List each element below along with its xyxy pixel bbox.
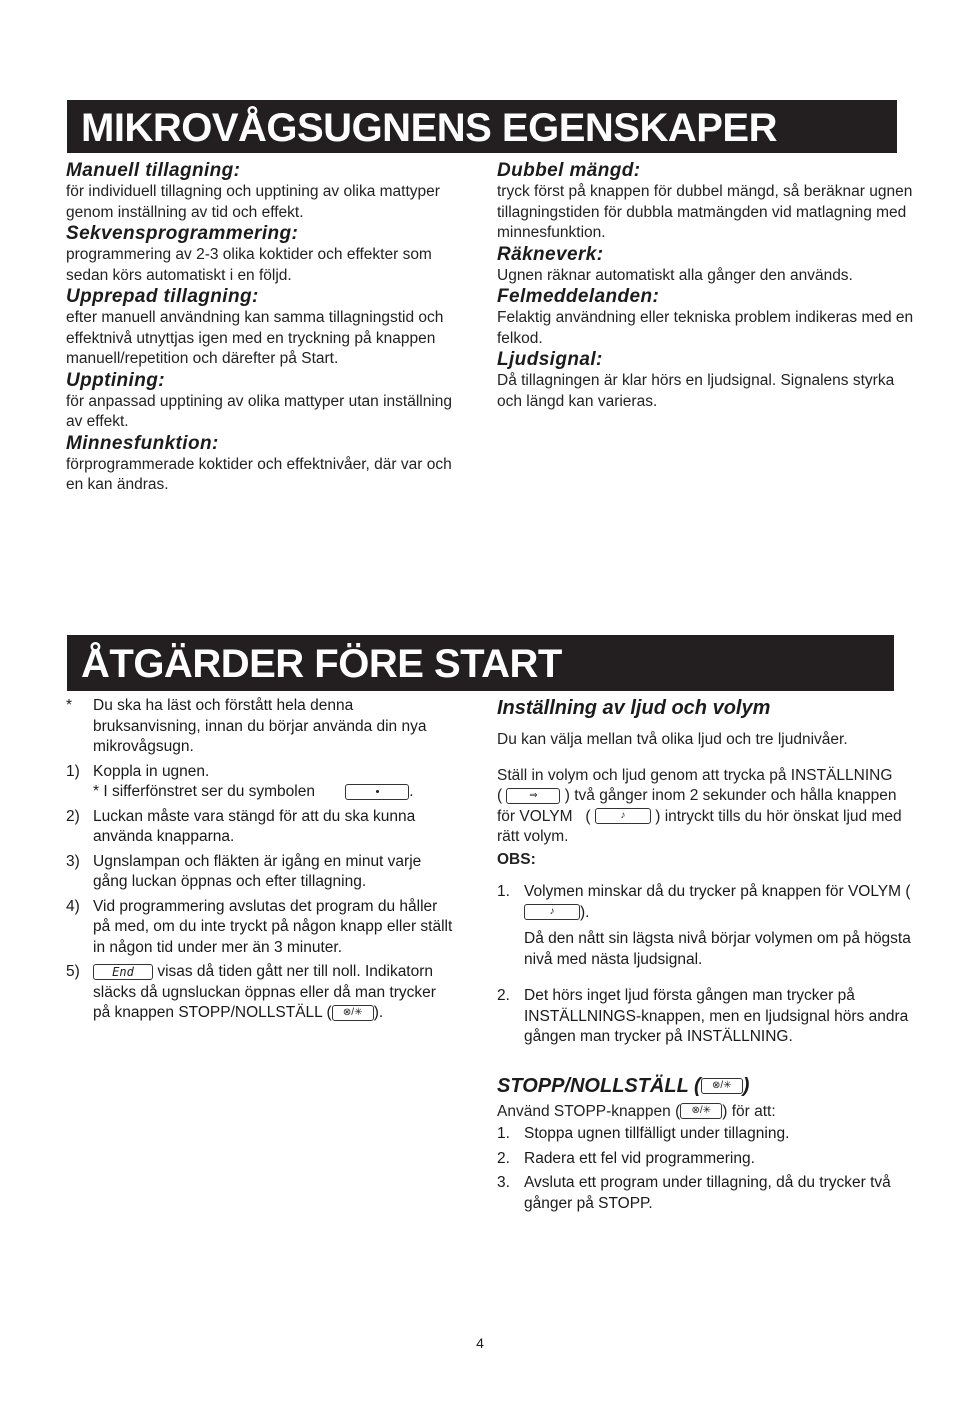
feature-text: för individuell tillagning och upptining av olika mattyper genom inställning av tid och effekt. xyxy=(66,183,440,221)
section-title-features: MIKROVÅGSUGNENS EGENSKAPER xyxy=(67,100,897,153)
sound-instruction-text: två gånger inom 2 sekunder och hålla knappen xyxy=(574,787,897,804)
feature-text: Felaktig användning eller tekniska problem indikeras med en felkod. xyxy=(497,309,914,347)
list-number: 2) xyxy=(66,807,80,825)
feature-text: förprogrammerade koktider och effektnivåer, där var och en kan ändras. xyxy=(66,455,452,493)
feature-heading: Räkneverk: xyxy=(497,243,604,265)
list-number: 3) xyxy=(66,852,80,870)
stop-line xyxy=(497,1102,927,1123)
list-item xyxy=(66,807,456,848)
list-item xyxy=(66,852,456,893)
stop-reset-heading xyxy=(497,1074,927,1098)
before-start-left-column xyxy=(66,696,456,1028)
feature-text: för anpassad upptining av olika mattyper utan inställning av effekt. xyxy=(66,392,453,430)
list-number: 1. xyxy=(497,883,510,900)
features-left-column xyxy=(66,160,466,496)
list-text: Koppla in ugnen. xyxy=(93,762,210,780)
list-item xyxy=(66,696,456,758)
sound-instructions: Ställ in volym och ljud genom att trycka på INSTÄLLNING ( ⇒ ) två gånger inom 2 sekunder och hålla knappen för VOLYM ( ♪ ) intryckt tills du hör önskat ljud med rätt volym. xyxy=(497,766,902,845)
features-right-column xyxy=(497,160,917,412)
list-number: 2. xyxy=(497,987,510,1004)
list-text: Avsluta ett program under tillagning, då du trycker två gånger på STOPP. xyxy=(524,1174,891,1212)
list-item xyxy=(497,1173,927,1214)
feature-heading: Manuell tillagning: xyxy=(66,160,241,181)
paren-close: ). xyxy=(373,1004,384,1021)
list-text: Ugnslampan och fläkten är igång en minut varje gång luckan öppnas och efter tillagning. xyxy=(93,852,422,890)
list-text: visas då tiden gått ner till noll. Indikatorn släcks då ugnsluckan öppnas eller då man trycker på knappen STOPP/NOLLSTÄLL xyxy=(93,963,436,1021)
list-subtext-end: . xyxy=(409,783,414,800)
sound-instruction-text: för VOLYM xyxy=(497,807,573,825)
feature-heading: Upptining: xyxy=(66,369,165,391)
sound-volume-heading: Inställning av ljud och volym xyxy=(497,697,771,719)
list-number: 3. xyxy=(497,1174,510,1191)
setting-key-icon: ⇒ xyxy=(506,788,560,804)
feature-heading: Felmeddelanden: xyxy=(497,286,660,307)
list-number: 5) xyxy=(66,963,80,980)
list-item xyxy=(497,1149,927,1170)
paren-close: ). xyxy=(580,903,590,921)
list-subtext: * I sifferfönstret ser du symbolen xyxy=(93,783,315,800)
feature-heading: Ljudsignal: xyxy=(497,349,603,370)
section-title-before-start: ÅTGÄRDER FÖRE START xyxy=(67,635,894,691)
list-number: 1. xyxy=(497,1125,510,1142)
list-text: Du ska ha läst och förstått hela denna bruksanvisning, innan du börjar använda din nya mikrovågsugn. xyxy=(93,697,427,755)
display-end-icon: End xyxy=(93,964,153,980)
list-marker: * xyxy=(66,697,73,714)
feature-heading: Dubbel mängd: xyxy=(497,160,641,181)
sound-instruction-text: intryckt tills du hör önskat ljud med rätt volym. xyxy=(497,807,902,845)
stop-key-icon: ⊗/✳ xyxy=(332,1005,374,1021)
feature-text: programmering av 2-3 olika koktider och effekter som sedan körs automatiskt i en följd. xyxy=(66,246,432,284)
volume-key-icon: ♪ xyxy=(524,904,580,920)
feature-text: Då tillagningen är klar hörs en ljudsignal. Signalens styrka och längd kan varieras. xyxy=(497,372,895,410)
stop-key-icon: ⊗/✳ xyxy=(701,1078,743,1094)
stop-key-icon: ⊗/✳ xyxy=(680,1103,722,1119)
list-text: Vid programmering avslutas det program du håller på med, om du inte tryckt på någon knapp eller ställt in någon tid under mer än 3 minuter. xyxy=(93,897,453,956)
list-text: Stoppa ugnen tillfälligt under tillagning. xyxy=(524,1125,790,1142)
list-item xyxy=(66,897,456,959)
feature-heading: Minnesfunktion: xyxy=(66,432,219,454)
stop-line-text: ) för att: xyxy=(722,1102,776,1120)
list-text: Luckan måste vara stängd för att du ska kunna använda knapparna. xyxy=(93,807,416,845)
stop-heading-text: STOPP/NOLLSTÄLL ( xyxy=(497,1074,701,1097)
list-item xyxy=(497,986,927,1048)
feature-text: tryck först på knappen för dubbel mängd, så beräknar ugnen tillagningstiden för dubbla matmängden vid matlagning med minnesfunktion. xyxy=(497,183,913,241)
list-text: Det hörs inget ljud första gången man trycker på INSTÄLLNINGS-knappen, men en ljudsignal hörs andra gången man trycker på INSTÄLLNING. xyxy=(524,987,909,1045)
sound-intro: Du kan välja mellan två olika ljud och tre ljudnivåer. xyxy=(497,731,848,748)
list-item xyxy=(66,962,456,1024)
before-start-right-column xyxy=(497,696,927,1218)
feature-heading: Sekvensprogrammering: xyxy=(66,223,299,244)
list-item xyxy=(497,1124,927,1145)
feature-text: Ugnen räknar automatiskt alla gånger den används. xyxy=(497,266,853,284)
stop-line-text: Använd STOPP-knappen ( xyxy=(497,1102,681,1120)
volume-key-icon: ♪ xyxy=(595,808,651,824)
display-dot-icon xyxy=(345,784,409,800)
list-number: 4) xyxy=(66,897,80,915)
stop-heading-close: ) xyxy=(742,1074,750,1097)
list-text: Volymen minskar då du trycker på knappen för VOLYM xyxy=(524,883,902,900)
obs-label: OBS: xyxy=(497,850,536,868)
list-number: 2. xyxy=(497,1149,510,1167)
page-number: 4 xyxy=(476,1335,484,1351)
feature-heading: Upprepad tillagning: xyxy=(66,286,259,307)
feature-text: efter manuell användning kan samma tillagningstid och effektnivå utnyttjas igen med en tryckning på knappen manuell/repetition och därefter på Start. xyxy=(66,309,444,367)
list-number: 1) xyxy=(66,762,80,780)
list-item: 1. Volymen minskar då du trycker på knappen för VOLYM ( ♪ ). Då den nått sin lägsta nivå börjar volymen om på högsta nivå med nästa ljudsignal. xyxy=(497,882,927,970)
list-text: Då den nått sin lägsta nivå börjar volymen om på högsta nivå med nästa ljudsignal. xyxy=(524,930,911,968)
list-item xyxy=(66,762,456,803)
paren-open: ( xyxy=(326,1004,332,1021)
sound-instruction-text: Ställ in volym och ljud genom att trycka på INSTÄLLNING xyxy=(497,766,893,784)
list-text: Radera ett fel vid programmering. xyxy=(524,1149,755,1167)
